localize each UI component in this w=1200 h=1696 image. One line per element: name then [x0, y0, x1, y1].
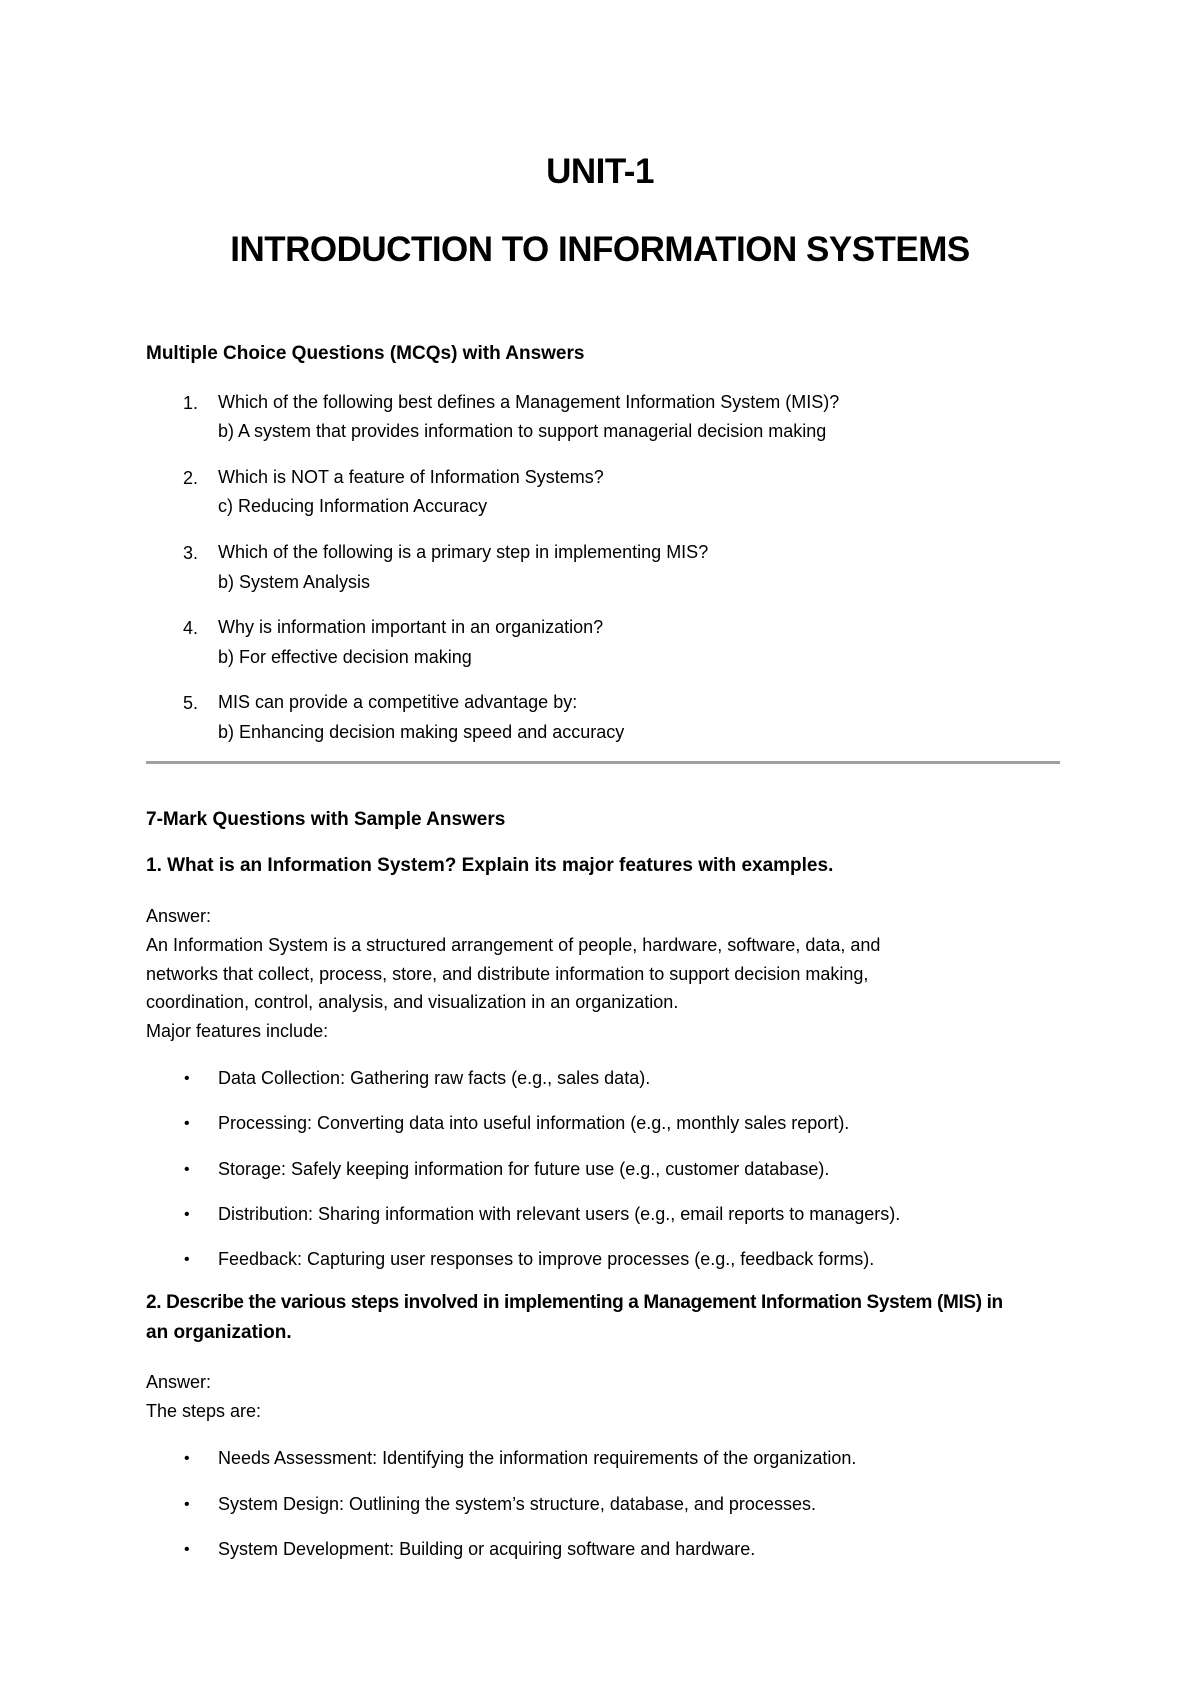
question-2-title-cont: an organization. — [146, 1322, 292, 1343]
answer-label: Answer: — [146, 906, 212, 926]
list-item: Data Collection: Gathering raw facts (e.g., sales data). — [218, 1068, 651, 1088]
answer-label: Answer: — [146, 1372, 212, 1392]
mcq-question: Which of the following best defines a Management Information System (MIS)? — [218, 392, 840, 412]
mcq-number: 5. — [183, 693, 199, 713]
page-title: INTRODUCTION TO INFORMATION SYSTEMS — [230, 230, 970, 269]
bullet-icon: • — [184, 1450, 190, 1467]
mcq-question: MIS can provide a competitive advantage by: — [218, 692, 578, 712]
bullet-icon: • — [184, 1541, 190, 1558]
bullet-icon: • — [184, 1115, 190, 1132]
answer-text-line: An Information System is a structured arrangement of people, hardware, software, data, and — [146, 935, 881, 955]
unit-title: UNIT-1 — [546, 152, 654, 191]
mcq-answer: b) System Analysis — [218, 572, 371, 592]
answer-text-line: coordination, control, analysis, and visualization in an organization. — [146, 992, 679, 1012]
list-item: Processing: Converting data into useful information (e.g., monthly sales report). — [218, 1113, 850, 1133]
list-item: Feedback: Capturing user responses to improve processes (e.g., feedback forms). — [218, 1249, 875, 1269]
bullet-icon: • — [184, 1161, 190, 1178]
mcq-question: Which is NOT a feature of Information Systems? — [218, 467, 604, 487]
mcq-number: 3. — [183, 543, 199, 563]
mcq-number: 4. — [183, 618, 199, 638]
question-2-title: 2. Describe the various steps involved in implementing a Management Information System (MIS) in — [146, 1292, 1003, 1313]
bullet-icon: • — [184, 1070, 190, 1087]
section-divider — [146, 761, 1060, 764]
mcq-answer: b) For effective decision making — [218, 647, 472, 667]
answer-text-line: networks that collect, process, store, and distribute information to support decision making, — [146, 964, 869, 984]
bullet-icon: • — [184, 1251, 190, 1268]
mcq-question: Which of the following is a primary step in implementing MIS? — [218, 542, 709, 562]
list-item: Distribution: Sharing information with relevant users (e.g., email reports to managers). — [218, 1204, 901, 1224]
mcq-number: 2. — [183, 468, 199, 488]
list-item: System Development: Building or acquiring software and hardware. — [218, 1539, 756, 1559]
bullet-icon: • — [184, 1206, 190, 1223]
answer-text-line: Major features include: — [146, 1021, 329, 1041]
list-item: Needs Assessment: Identifying the information requirements of the organization. — [218, 1448, 857, 1468]
mcq-answer: c) Reducing Information Accuracy — [218, 496, 488, 516]
answer-text-line: The steps are: — [146, 1401, 262, 1421]
mcq-answer: b) Enhancing decision making speed and accuracy — [218, 722, 625, 742]
mcq-answer: b) A system that provides information to support managerial decision making — [218, 421, 827, 441]
list-item: System Design: Outlining the system’s structure, database, and processes. — [218, 1494, 816, 1514]
list-item: Storage: Safely keeping information for future use (e.g., customer database). — [218, 1159, 830, 1179]
question-1-title: 1. What is an Information System? Explain its major features with examples. — [146, 855, 834, 876]
mcq-number: 1. — [183, 393, 199, 413]
mcq-question: Why is information important in an organization? — [218, 617, 604, 637]
seven-mark-heading: 7-Mark Questions with Sample Answers — [146, 809, 506, 830]
mcq-heading: Multiple Choice Questions (MCQs) with Answers — [146, 343, 585, 364]
bullet-icon: • — [184, 1496, 190, 1513]
